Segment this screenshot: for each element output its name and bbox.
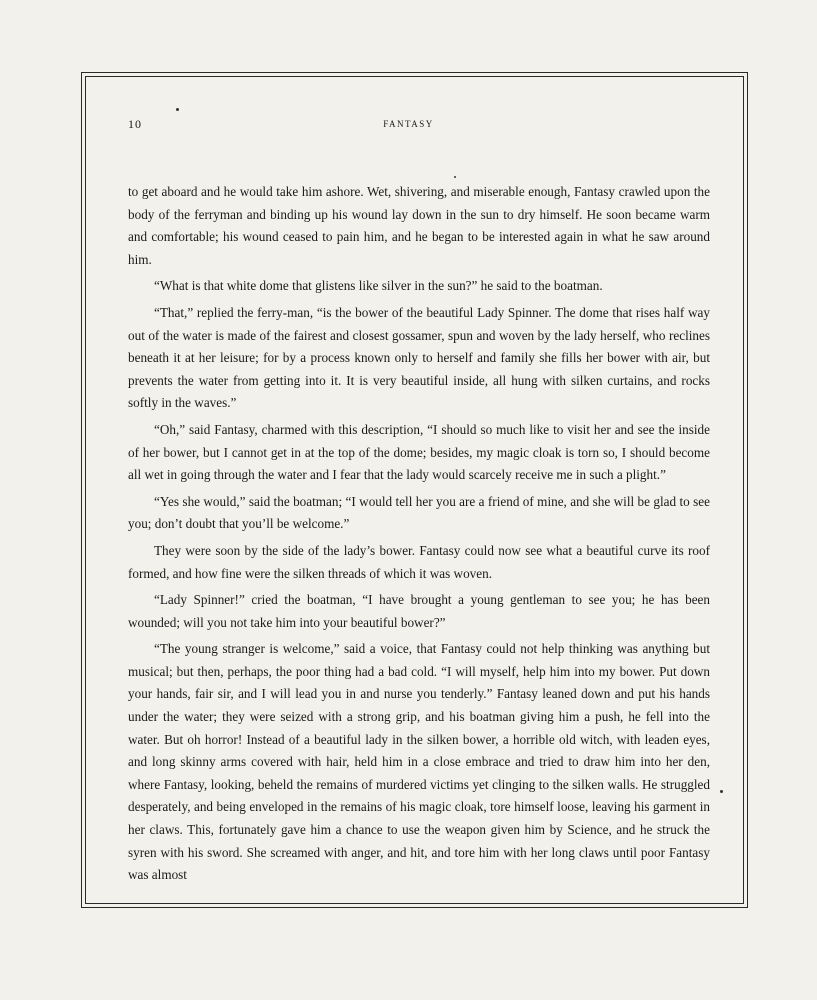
paragraph: “Yes she would,” said the boatman; “I would tell her you are a friend of mine, and she will be glad to see you; don’t doubt that you’ll be welcome.” [128,493,710,532]
paragraph: They were soon by the side of the lady’s bower. Fantasy could now see what a beautiful curve its roof formed, and how fine were the silken threads of which it was woven. [128,542,710,581]
paragraph: to get aboard and he would take him ashore. Wet, shivering, and miserable enough, Fantasy crawled upon the body of the ferryman and binding up his wound lay down in the sun to dry himself. He soon became warm and comfortable; his wound ceased to pain him, and he began to be interested again in what he saw around him. [128,184,710,267]
ink-speck [454,176,456,178]
paragraph: “That,” replied the ferry-man, “is the bower of the beautiful Lady Spinner. The dome that rises half way out of the water is made of the fairest and closest gossamer, spun and woven by the lady herself, who reclines beneath it at her leisure; for by a process known only to herself and family she fills her bower with air, but prevents the water from getting into it. It is very beautiful inside, all hung with silken curtains, and rocks softly in the waves.” [128,304,710,411]
running-title: FANTASY [383,119,434,129]
ink-speck [720,790,723,793]
paragraph: “Lady Spinner!” cried the boatman, “I have brought a young gentleman to see you; he has been wounded; will you not take him into your beautiful bower?” [128,592,710,630]
paragraph: “What is that white dome that glistens like silver in the sun?” he said to the boatman. [154,278,603,294]
paragraph: “The young stranger is welcome,” said a voice, that Fantasy could not help thinking was anything but musical; but then, perhaps, the poor thing had a bad cold. “I will myself, help him into my bower. Put down your hands, fair sir, and I will lead you in and nurse you tenderly.” Fantasy leaned down and put his hands under the water; they were seized with a strong grip, and his boatman giving him a push, he fell into the water. But oh horror! Instead of a beautiful lady in the silken bower, a horrible old witch, with leaden eyes, and long skinny arms covered with hair, held him in a close embrace and tried to draw him into her den, where Fantasy, looking, beheld the remains of murdered victims yet clinging to the silken walls. He struggled desperately, and being enveloped in the remains of his magic cloak, tore himself loose, leaving his garment in her claws. This, fortunately gave him a chance to use the weapon given him by Science, and he struck the syren with his sword. She screamed with anger, and hit, and tore him with her long claws until poor Fantasy was almost [128,641,710,883]
paragraph: “Oh,” said Fantasy, charmed with this description, “I should so much like to visit her and see the inside of her bower, but I cannot get in at the top of the dome; besides, my magic cloak is torn so, I should become all wet in going through the water and I fear that the lady would scarcely receive me in such a plight.” [128,421,710,483]
page-number: 10 [128,117,142,131]
ink-speck [176,108,179,111]
body-text [128,181,710,891]
